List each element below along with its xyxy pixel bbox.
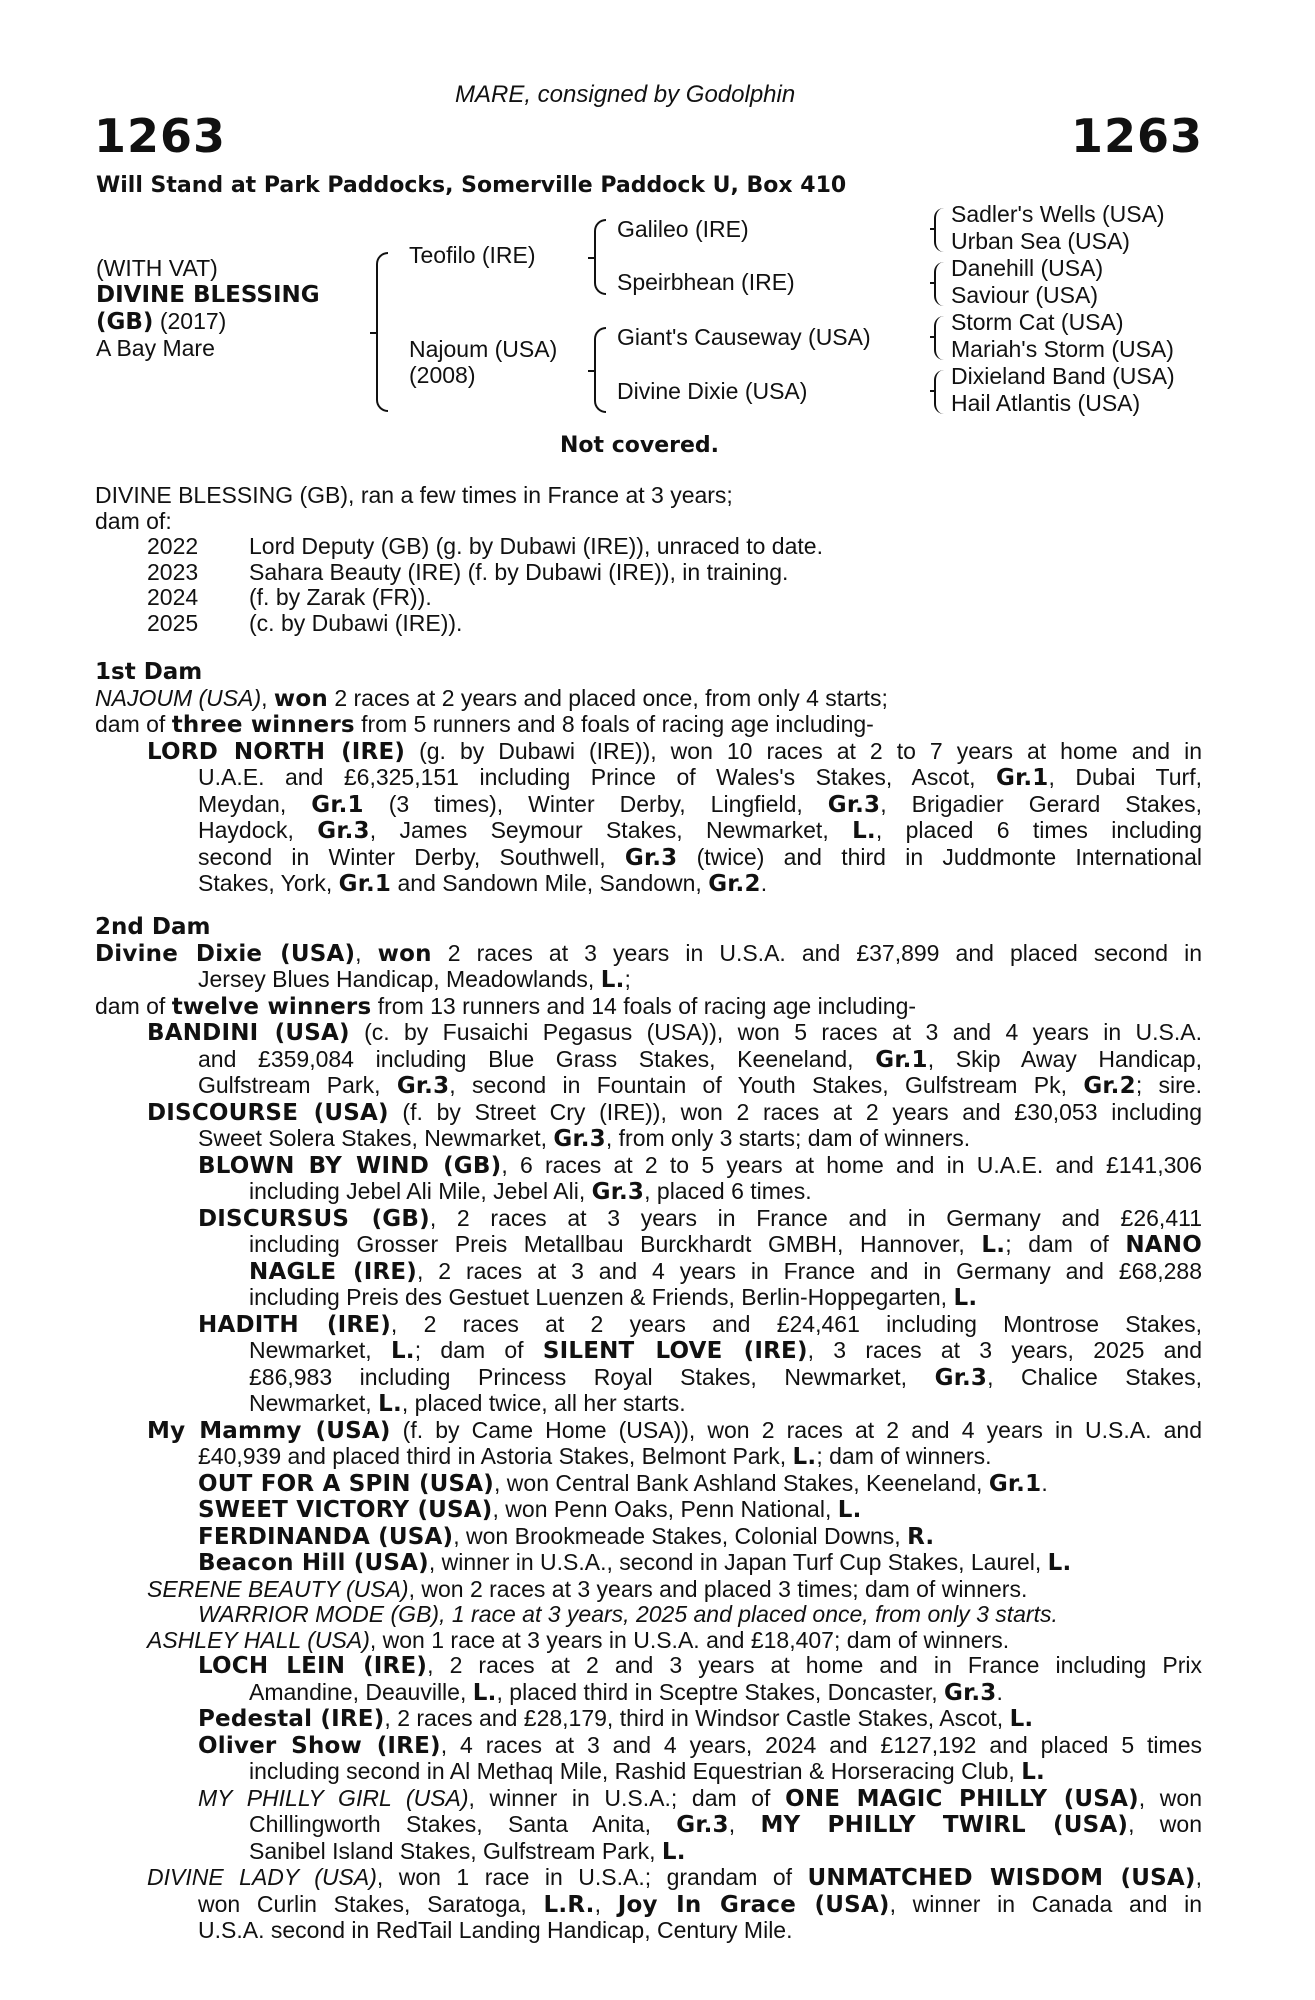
dam-name: NAJOUM (USA) bbox=[95, 684, 262, 711]
text: , placed 6 times. bbox=[644, 1178, 812, 1204]
horse-name: DISCOURSE (USA) bbox=[147, 1099, 389, 1126]
entry-line bbox=[198, 1759, 1202, 1786]
text: (3 times), Winter Derby, Lingfield, bbox=[363, 790, 828, 817]
text: from 5 runners and 8 foals of racing age including- bbox=[354, 711, 874, 737]
text: , second in Fountain of Youth Stakes, Gulfstream Pk, bbox=[449, 1072, 1084, 1098]
entry-line bbox=[249, 1812, 1202, 1839]
text: , Dubai Turf, bbox=[1048, 764, 1202, 790]
horse-name: DIVINE LADY (USA) bbox=[147, 1864, 377, 1890]
text: ; dam of bbox=[1005, 1231, 1126, 1257]
grade: Gr.1 bbox=[988, 1470, 1042, 1497]
grade: Gr.3 bbox=[934, 1364, 988, 1391]
entry-line bbox=[147, 1020, 1202, 1047]
pedigree-dam-name: Najoum (USA) bbox=[409, 336, 558, 362]
pedigree-grandparents bbox=[951, 201, 1175, 417]
text: , bbox=[728, 1811, 761, 1837]
progeny-text: Lord Deputy (GB) (g. by Dubawi (IRE)), unraced to date. bbox=[249, 533, 823, 559]
text-bold: won bbox=[377, 940, 432, 967]
text: Chillingworth Stakes, Santa Anita, bbox=[249, 1811, 677, 1837]
grade: Gr.3 bbox=[553, 1126, 606, 1152]
progeny-text: (f. by Zarak (FR)). bbox=[249, 584, 432, 610]
grade: Gr.3 bbox=[827, 791, 881, 818]
grade: Gr.3 bbox=[944, 1679, 997, 1706]
pedigree-dam-dam: Divine Dixie (USA) bbox=[617, 378, 808, 404]
lord-north-entry bbox=[95, 739, 1202, 898]
horse-identity bbox=[96, 255, 320, 361]
text: , Chalice Stakes, bbox=[987, 1363, 1202, 1390]
horse-description: A Bay Mare bbox=[96, 335, 215, 361]
text: dam of bbox=[95, 992, 172, 1019]
pedigree-brace-g3 bbox=[934, 316, 946, 360]
entry-line bbox=[198, 871, 1202, 898]
pedigree-sire: Teofilo (IRE) bbox=[409, 242, 536, 268]
pedigree-dam-year: (2008) bbox=[409, 362, 476, 388]
text: , bbox=[1195, 1864, 1203, 1890]
entry-line bbox=[147, 1628, 1202, 1654]
entry-line bbox=[198, 1786, 1202, 1813]
grade: Gr.3 bbox=[676, 1812, 729, 1838]
horse-name: DISCURSUS (GB) bbox=[198, 1205, 430, 1232]
entry-line bbox=[198, 1126, 1202, 1153]
horse-name: SWEET VICTORY (USA) bbox=[198, 1497, 493, 1523]
text: Newmarket, bbox=[249, 1390, 379, 1416]
text: , 2 races at 2 years and £24,461 including Montrose Stakes, bbox=[390, 1310, 1202, 1337]
grade: L. bbox=[390, 1338, 415, 1364]
text: (f. by Came Home (USA)), won 2 races at 2 and 4 years in U.S.A. and bbox=[390, 1416, 1202, 1443]
text: Haydock, bbox=[198, 817, 318, 843]
lot-number-left: 1263 bbox=[94, 109, 227, 163]
entry-line bbox=[198, 1312, 1202, 1339]
grade: Gr.3 bbox=[396, 1073, 450, 1099]
summary-line: DIVINE BLESSING (GB), ran a few times in France at 3 years; bbox=[95, 482, 733, 508]
pedigree-g5: Storm Cat (USA) bbox=[951, 309, 1124, 335]
horse-name: MY PHILLY TWIRL (USA) bbox=[760, 1812, 1129, 1838]
horse-name: SERENE BEAUTY (USA) bbox=[147, 1575, 409, 1602]
entry-line bbox=[198, 1653, 1202, 1680]
text: , winner in U.S.A., second in Japan Turf Cup Stakes, Laurel, bbox=[428, 1549, 1048, 1575]
horse-origin: (GB) bbox=[96, 309, 154, 335]
text: , from only 3 starts; dam of winners. bbox=[605, 1125, 971, 1151]
mare-summary bbox=[95, 483, 1202, 636]
pedigree-g8: Hail Atlantis (USA) bbox=[951, 390, 1141, 416]
progeny-year: 2025 bbox=[147, 609, 199, 636]
text: . bbox=[996, 1678, 1003, 1705]
pedigree-sire-sire: Galileo (IRE) bbox=[617, 216, 749, 242]
pedigree-brace-g4 bbox=[934, 370, 946, 414]
grade: L. bbox=[953, 1285, 978, 1311]
grade: Gr.3 bbox=[591, 1179, 645, 1205]
horse-name: ASHLEY HALL (USA) bbox=[147, 1626, 370, 1653]
text: 2 races at 2 years and placed once, from only 4 starts; bbox=[327, 684, 888, 711]
progeny-year: 2022 bbox=[147, 533, 199, 559]
entry-line: U.S.A. second in RedTail Landing Handicap, Century Mile. bbox=[198, 1917, 793, 1943]
text: , 2 races at 3 years in France and in Germany and £26,411 bbox=[429, 1204, 1202, 1231]
text: Amandine, Deauville, bbox=[249, 1678, 473, 1705]
text: , James Seymour Stakes, Newmarket, bbox=[369, 817, 853, 843]
text: , won Brookmeade Stakes, Colonial Downs, bbox=[453, 1522, 908, 1549]
stand-location: Will Stand at Park Paddocks, Somerville Paddock U, Box 410 bbox=[96, 173, 847, 198]
text: including second in Al Methaq Mile, Rashid Equestrian & Horseracing Club, bbox=[249, 1758, 1022, 1784]
entry-line bbox=[198, 1550, 1202, 1577]
entry-line bbox=[198, 1206, 1202, 1233]
text: ; dam of bbox=[414, 1337, 543, 1363]
horse-name: NAGLE (IRE) bbox=[249, 1258, 417, 1285]
entry-line bbox=[147, 1577, 1202, 1603]
pedigree-brace-main bbox=[376, 252, 388, 412]
text: , won 1 race in U.S.A.; grandam of bbox=[376, 1864, 808, 1890]
pedigree-brace-g1 bbox=[934, 208, 946, 252]
grade: Gr.3 bbox=[317, 818, 370, 844]
progeny-row bbox=[95, 585, 1202, 611]
text: , won 2 races at 3 years and placed 3 times; dam of winners. bbox=[408, 1575, 1028, 1602]
first-dam-heading: 1st Dam bbox=[95, 659, 203, 685]
pedigree-g4: Saviour (USA) bbox=[951, 282, 1098, 308]
entry-line bbox=[249, 1365, 1202, 1392]
pedigree-g3: Danehill (USA) bbox=[951, 255, 1104, 281]
entry-line bbox=[198, 1680, 1202, 1707]
first-dam-line bbox=[95, 712, 1202, 739]
text: , Skip Away Handicap, bbox=[927, 1045, 1202, 1072]
text: , winner in Canada and in bbox=[889, 1890, 1202, 1917]
entry-line bbox=[198, 1179, 1202, 1206]
entry-line bbox=[198, 792, 1202, 819]
text: , bbox=[261, 684, 274, 711]
text: , placed 6 times including bbox=[875, 817, 1202, 843]
entry-line bbox=[147, 1100, 1202, 1127]
progeny-text: Sahara Beauty (IRE) (f. by Dubawi (IRE)), in training. bbox=[249, 558, 789, 585]
progeny-year: 2023 bbox=[147, 558, 199, 585]
text: from 13 runners and 14 foals of racing age including- bbox=[371, 992, 917, 1019]
grade: Gr.1 bbox=[338, 871, 392, 897]
grade: L. bbox=[1009, 1706, 1034, 1732]
text: Jersey Blues Handicap, Meadowlands, bbox=[198, 966, 601, 992]
text: , bbox=[355, 939, 378, 966]
pedigree-brace-g2 bbox=[934, 262, 946, 306]
text: , 4 races at 3 and 4 years, 2024 and £127,192 and placed 5 times bbox=[440, 1731, 1202, 1758]
consignor-line: MARE, consigned by Godolphin bbox=[455, 81, 796, 108]
text: and Sandown Mile, Sandown, bbox=[391, 870, 709, 896]
first-dam-section bbox=[95, 660, 1202, 898]
grade: Gr.2 bbox=[708, 871, 761, 897]
progeny-text: (c. by Dubawi (IRE)). bbox=[249, 609, 463, 636]
horse-year: (2017) bbox=[159, 308, 227, 334]
grade: L. bbox=[852, 818, 876, 844]
text: ; bbox=[624, 966, 631, 992]
text: ; dam of winners. bbox=[816, 1443, 992, 1469]
text: won Curlin Stakes, Saratoga, bbox=[198, 1890, 544, 1917]
grade: Gr.1 bbox=[995, 765, 1049, 791]
grade: L. bbox=[1047, 1550, 1072, 1576]
second-dam-section bbox=[95, 915, 1202, 1944]
first-dam-line bbox=[95, 686, 1202, 713]
entry-line bbox=[249, 1232, 1202, 1259]
entry-line bbox=[249, 1259, 1202, 1286]
text: Sanibel Island Stakes, Gulfstream Park, bbox=[249, 1837, 662, 1864]
text: , won 1 race at 3 years in U.S.A. and £18,407; dam of winners. bbox=[369, 1626, 1010, 1653]
text: £40,939 and placed third in Astoria Stakes, Belmont Park, bbox=[198, 1443, 793, 1469]
summary-dam-of: dam of: bbox=[95, 507, 172, 534]
pedigree-brace-sire bbox=[594, 219, 606, 295]
entry-line bbox=[198, 1153, 1202, 1180]
text: Sweet Solera Stakes, Newmarket, bbox=[198, 1125, 554, 1151]
text: (c. by Fusaichi Pegasus (USA)), won 5 races at 3 and 4 years in U.S.A. bbox=[349, 1019, 1202, 1045]
horse-name: DIVINE BLESSING bbox=[96, 282, 320, 308]
text: , 2 races at 3 and 4 years in France and in Germany and £68,288 bbox=[417, 1257, 1202, 1284]
entry-line bbox=[147, 1865, 1202, 1892]
progeny-year: 2024 bbox=[147, 584, 199, 610]
entry-line bbox=[198, 845, 1202, 872]
pedigree-g6: Mariah's Storm (USA) bbox=[951, 336, 1174, 362]
text-bold: three winners bbox=[171, 712, 355, 738]
entry-line bbox=[147, 1418, 1202, 1445]
pedigree-g1: Sadler's Wells (USA) bbox=[951, 201, 1165, 227]
text: . bbox=[760, 870, 768, 896]
grade: L. bbox=[472, 1679, 497, 1706]
horse-name: Pedestal (IRE) bbox=[198, 1706, 385, 1732]
second-dam-line bbox=[95, 994, 1202, 1021]
text: 2 races at 3 years in U.S.A. and £37,899 and placed second in bbox=[431, 939, 1202, 966]
text: including Jebel Ali Mile, Jebel Ali, bbox=[249, 1178, 592, 1204]
horse-name: My Mammy (USA) bbox=[147, 1417, 391, 1444]
text: , placed third in Sceptre Stakes, Doncaster, bbox=[496, 1678, 944, 1705]
horse-name: Oliver Show (IRE) bbox=[198, 1732, 441, 1759]
text: , won bbox=[1128, 1811, 1202, 1837]
entry-line bbox=[198, 1073, 1202, 1100]
dam-name: Divine Dixie (USA) bbox=[95, 940, 356, 967]
horse-name: WARRIOR MODE (GB) bbox=[198, 1601, 440, 1627]
entry-line bbox=[249, 1839, 1202, 1866]
entry-line bbox=[198, 1524, 1202, 1551]
horse-name: OUT FOR A SPIN (USA) bbox=[198, 1470, 495, 1497]
entry-line bbox=[249, 1285, 1202, 1312]
pedigree-sire-dam: Speirbhean (IRE) bbox=[617, 269, 795, 295]
horse-name: BLOWN BY WIND (GB) bbox=[198, 1152, 502, 1179]
grade: L. bbox=[661, 1838, 686, 1865]
grade: Gr.1 bbox=[875, 1046, 928, 1073]
grade: L. bbox=[837, 1497, 862, 1523]
entry-line bbox=[249, 1338, 1202, 1365]
progeny-row bbox=[95, 611, 1202, 637]
horse-name: MY PHILLY GIRL (USA) bbox=[198, 1784, 469, 1811]
entry-line bbox=[198, 1047, 1202, 1074]
horse-name: Beacon Hill (USA) bbox=[198, 1550, 429, 1576]
text: , bbox=[594, 1890, 618, 1917]
grade: R. bbox=[907, 1523, 935, 1550]
text: , 3 races at 3 years, 2025 and bbox=[807, 1337, 1202, 1363]
text-bold: won bbox=[273, 685, 328, 712]
horse-name: LORD NORTH (IRE) bbox=[147, 738, 406, 765]
second-dam-line bbox=[95, 941, 1202, 968]
text: ; sire. bbox=[1135, 1072, 1202, 1098]
text: , winner in U.S.A.; dam of bbox=[468, 1784, 786, 1811]
progeny-row bbox=[95, 534, 1202, 560]
horse-name: BANDINI (USA) bbox=[147, 1020, 350, 1046]
text: Meydan, bbox=[198, 790, 312, 817]
text: , 2 races at 2 and 3 years at home and in France including Prix bbox=[427, 1652, 1202, 1678]
entry-line bbox=[198, 1706, 1202, 1733]
text-bold: twelve winners bbox=[171, 993, 372, 1020]
text: dam of bbox=[95, 711, 172, 737]
text: , 2 races and £28,179, third in Windsor Castle Stakes, Ascot, bbox=[384, 1705, 1010, 1731]
entry-line bbox=[198, 1892, 1202, 1919]
text: and £359,084 including Blue Grass Stakes, Keeneland, bbox=[198, 1045, 876, 1072]
text: . bbox=[1041, 1469, 1048, 1496]
text: Stakes, York, bbox=[198, 870, 339, 896]
text: Newmarket, bbox=[249, 1337, 391, 1363]
text: second in Winter Derby, Southwell, bbox=[198, 843, 625, 870]
pedigree-g2: Urban Sea (USA) bbox=[951, 228, 1130, 254]
second-dam-line bbox=[95, 967, 1202, 994]
progeny-row bbox=[95, 560, 1202, 586]
horse-name: Joy In Grace (USA) bbox=[617, 1891, 890, 1918]
horse-name: FERDINANDA (USA) bbox=[198, 1523, 454, 1550]
entry-line bbox=[198, 1733, 1202, 1760]
second-dam-heading: 2nd Dam bbox=[95, 914, 211, 940]
grade: Gr.3 bbox=[624, 844, 678, 871]
entry-line bbox=[147, 739, 1202, 766]
text: , won Penn Oaks, Penn National, bbox=[492, 1496, 838, 1522]
vat-note: (WITH VAT) bbox=[96, 255, 218, 281]
horse-name: ONE MAGIC PHILLY (USA) bbox=[785, 1785, 1139, 1812]
horse-name: NANO bbox=[1125, 1232, 1203, 1258]
pedigree-brace-dam bbox=[594, 327, 606, 413]
text: (g. by Dubawi (IRE)), won 10 races at 2 to 7 years at home and in bbox=[405, 737, 1202, 764]
text: , won bbox=[1138, 1784, 1202, 1811]
text: , placed twice, all her starts. bbox=[401, 1390, 686, 1416]
pedigree-g7: Dixieland Band (USA) bbox=[951, 363, 1175, 389]
grade: L. bbox=[792, 1444, 817, 1470]
text: , won Central Bank Ashland Stakes, Keeneland, bbox=[494, 1469, 989, 1496]
horse-name: LOCH LEIN (IRE) bbox=[198, 1653, 428, 1679]
entry-line bbox=[198, 1444, 1202, 1471]
text: (twice) and third in Juddmonte International bbox=[677, 843, 1202, 870]
horse-name: UNMATCHED WISDOM (USA) bbox=[807, 1865, 1196, 1891]
text: (f. by Street Cry (IRE)), won 2 races at 2 years and £30,053 including bbox=[388, 1098, 1203, 1125]
entry-line bbox=[147, 1602, 1202, 1628]
grade: L. bbox=[1021, 1759, 1045, 1785]
text: £86,983 including Princess Royal Stakes, Newmarket, bbox=[249, 1363, 935, 1390]
text: including Preis des Gestuet Luenzen & Friends, Berlin-Hoppegarten, bbox=[249, 1284, 954, 1310]
entry-line bbox=[249, 1391, 1202, 1418]
covered-status: Not covered. bbox=[560, 433, 719, 458]
grade: L. bbox=[600, 967, 625, 993]
entry-line bbox=[198, 818, 1202, 845]
entry-line bbox=[198, 1471, 1202, 1498]
text: , 1 race at 3 years, 2025 and placed once, from only 3 starts. bbox=[439, 1601, 1058, 1627]
grade: Gr.2 bbox=[1083, 1073, 1136, 1099]
text: , Brigadier Gerard Stakes, bbox=[880, 790, 1202, 817]
pedigree-dam-sire: Giant's Causeway (USA) bbox=[617, 324, 871, 350]
text: including Grosser Preis Metallbau Burckhardt GMBH, Hannover, bbox=[249, 1231, 982, 1257]
horse-name: HADITH (IRE) bbox=[198, 1311, 391, 1338]
grade: Gr.1 bbox=[311, 791, 364, 818]
text: U.A.E. and £6,325,151 including Prince of Wales's Stakes, Ascot, bbox=[198, 764, 996, 790]
grade: L. bbox=[378, 1391, 402, 1417]
text: , 6 races at 2 to 5 years at home and in U.A.E. and £141,306 bbox=[501, 1151, 1202, 1178]
lot-number-right: 1263 bbox=[1070, 109, 1203, 163]
grade: L.R. bbox=[543, 1891, 595, 1918]
horse-name: SILENT LOVE (IRE) bbox=[542, 1338, 808, 1364]
pedigree-dam bbox=[409, 336, 557, 388]
text: Gulfstream Park, bbox=[198, 1072, 397, 1098]
grade: L. bbox=[981, 1232, 1006, 1258]
entry-line bbox=[198, 765, 1202, 792]
entry-line bbox=[198, 1497, 1202, 1524]
